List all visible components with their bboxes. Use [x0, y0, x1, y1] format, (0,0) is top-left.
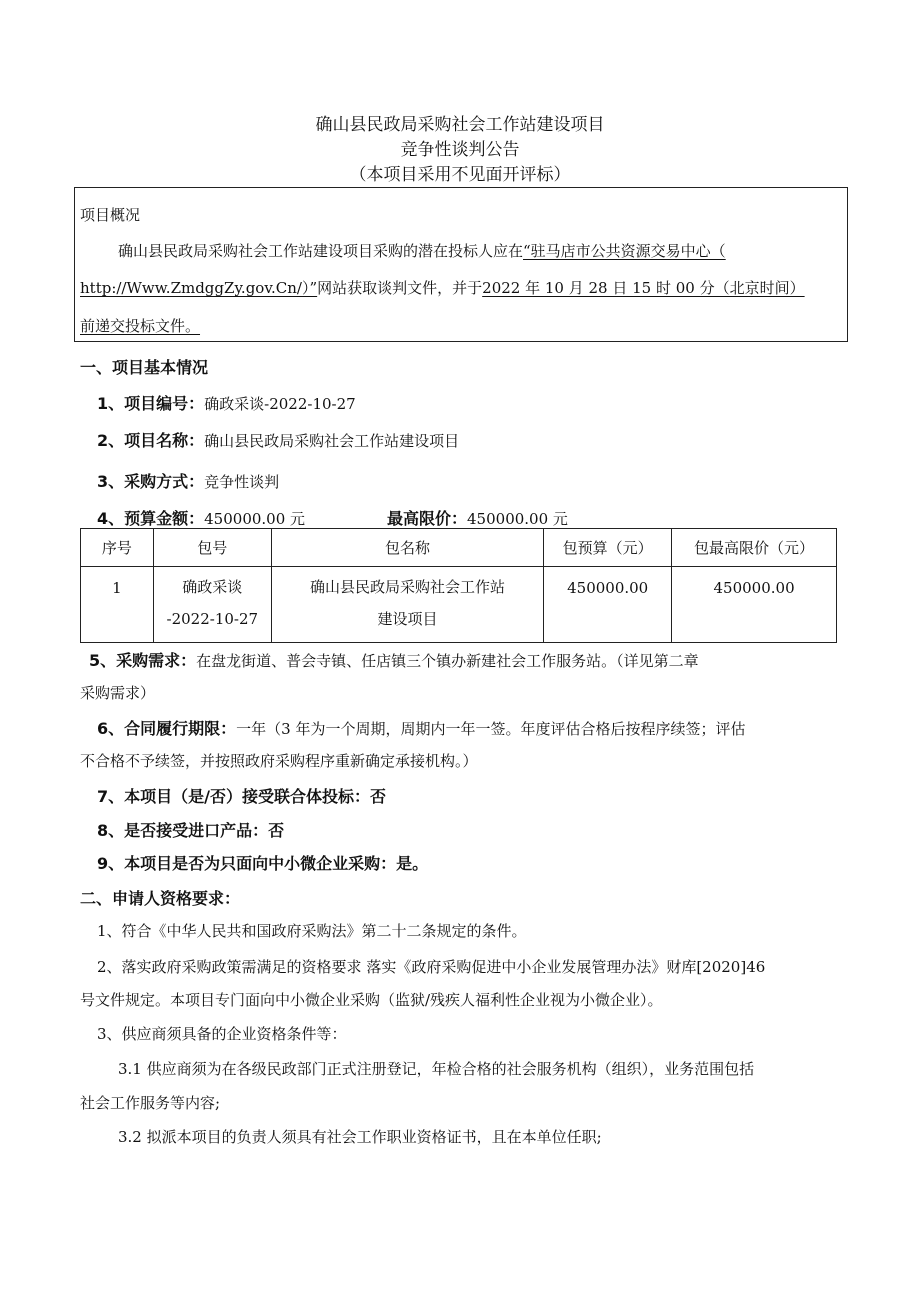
item7: 7、本项目（是/否）接受联合体投标：否 — [97, 787, 386, 806]
overview-line2-text: 网站获取谈判文件，并于 — [317, 279, 483, 297]
item1-value: 确政采谈-2022-10-27 — [204, 395, 356, 413]
overview-line3: 前递交投标文件。 — [80, 317, 201, 335]
cell-budget: 450000.00 — [544, 567, 672, 643]
item6-label: 6、合同履行期限： — [97, 719, 237, 738]
item4 — [97, 506, 305, 529]
cell-max: 450000.00 — [672, 567, 837, 643]
table-header-budget: 包预算（元） — [544, 529, 672, 567]
overview-url-link[interactable]: http://Www.ZmdggZy.gov.Cn/）” — [80, 279, 318, 297]
table-header-no: 序号 — [81, 529, 154, 567]
cell-name-line1: 确山县民政局采购社会工作站 — [309, 578, 505, 596]
item5-cont: 采购需求） — [80, 684, 156, 702]
document-title-line1: 确山县民政局采购社会工作站建设项目 — [315, 115, 605, 135]
item4-value: 450000.00 元 — [204, 510, 306, 528]
item3 — [97, 469, 279, 492]
item4-label: 4、预算金额： — [97, 509, 205, 528]
table-header-max: 包最高限价（元） — [672, 529, 837, 567]
overview-deadline: 2022 年 10 月 28 日 15 时 00 分（北京时间） — [482, 279, 805, 297]
section2-p1: 1、符合《中华人民共和国政府采购法》第二十二条规定的条件。 — [97, 922, 527, 940]
table-row — [81, 567, 837, 643]
item9: 9、本项目是否为只面向中小微企业采购：是。 — [97, 854, 429, 873]
item2-label: 2、项目名称： — [97, 431, 205, 450]
overview-site-link[interactable]: “驻马店市公共资源交易中心（ — [523, 242, 726, 260]
item6 — [97, 716, 745, 739]
cell-name-line2: 建设项目 — [377, 610, 438, 628]
item5 — [89, 648, 699, 671]
item5-value: 在盘龙街道、普会寺镇、任店镇三个镇办新建社会工作服务站。（详见第二章 — [196, 652, 699, 670]
section2-p2-line1: 2、落实政府采购政策需满足的资格要求 落实《政府采购促进中小企业发展管理办法》财库[2020]46 — [97, 958, 766, 976]
cell-package — [153, 567, 271, 643]
item6-value: 一年（3 年为一个周期，周期内一年一签。年度评估合格后按程序续签；评估 — [236, 720, 746, 738]
cell-package-line2: -2022-10-27 — [166, 610, 259, 628]
overview-line1-prefix: 确山县民政局采购社会工作站建设项目采购的潜在投标人应在 — [118, 242, 524, 260]
table-header-name: 包名称 — [271, 529, 543, 567]
package-table — [80, 528, 837, 643]
section2-p2-line2: 号文件规定。本项目专门面向中小微企业采购（监狱/残疾人福利性企业视为小微企业）。 — [80, 991, 663, 1009]
overview-line2 — [80, 277, 805, 298]
overview-line1 — [118, 240, 726, 261]
cell-package-line1: 确政采谈 — [182, 578, 243, 596]
item6-cont: 不合格不予续签，并按照政府采购程序重新确定承接机构。） — [80, 752, 478, 770]
section2-p31-line2: 社会工作服务等内容; — [80, 1094, 221, 1112]
table-header-row — [81, 529, 837, 567]
item4-max — [387, 506, 568, 529]
section2-p32: 3.2 拟派本项目的负责人须具有社会工作职业资格证书，且在本单位任职; — [118, 1128, 602, 1146]
document-title-line2: 竞争性谈判公告 — [400, 140, 520, 160]
cell-name — [271, 567, 543, 643]
item4-max-label: 最高限价： — [387, 509, 468, 528]
section1-heading: 一、项目基本情况 — [80, 358, 209, 377]
section2-p3: 3、供应商须具备的企业资格条件等： — [97, 1025, 347, 1043]
item8: 8、是否接受进口产品：否 — [97, 821, 285, 840]
section2-p31-line1: 3.1 供应商须为在各级民政部门正式注册登记，年检合格的社会服务机构（组织），业务范围包括 — [118, 1060, 755, 1078]
item1-label: 1、项目编号： — [97, 394, 205, 413]
item5-label: 5、采购需求： — [89, 651, 197, 670]
section2-heading: 二、申请人资格要求： — [80, 889, 241, 908]
overview-label: 项目概况 — [80, 206, 141, 224]
document-title-line3: （本项目采用不见面开评标） — [349, 165, 571, 185]
table-header-package: 包号 — [153, 529, 271, 567]
item2 — [97, 428, 459, 451]
item3-label: 3、采购方式： — [97, 472, 205, 491]
cell-no: 1 — [81, 567, 154, 643]
item4-max-value: 450000.00 元 — [467, 510, 568, 528]
item3-value: 竞争性谈判 — [204, 473, 280, 491]
item1 — [97, 391, 356, 414]
item2-value: 确山县民政局采购社会工作站建设项目 — [204, 432, 460, 450]
